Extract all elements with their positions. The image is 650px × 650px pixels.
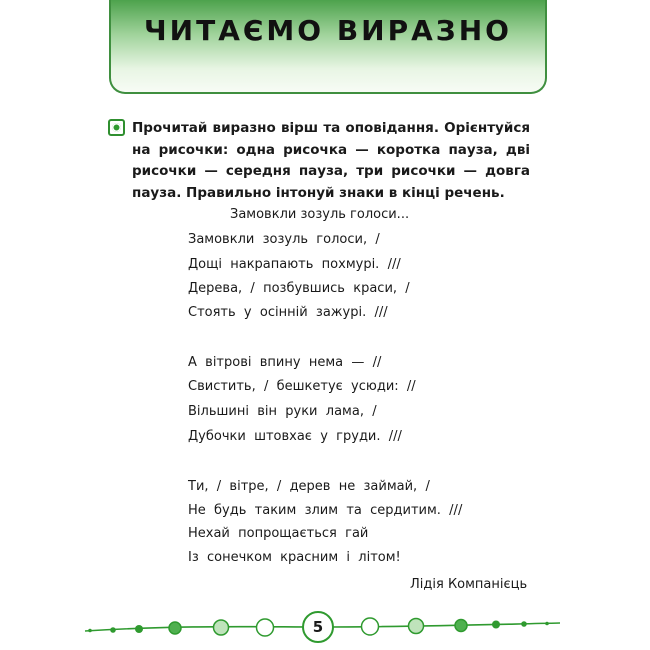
poem-line: Дубочки штовхає у груди. ///	[188, 429, 402, 444]
poem-line: Дерева, / позбувшись краси, /	[188, 281, 410, 296]
page-number: 5	[312, 618, 324, 636]
poem-line: Не будь таким злим та сердитим. ///	[188, 503, 463, 518]
poem-line: Нехай попрощається гай	[188, 526, 369, 541]
poem-line: Із сонечком красним і літом!	[188, 550, 401, 565]
poem-line: Вільшині він руки лама, /	[188, 404, 377, 419]
poem-line: Свистить, / бешкетує усюди: //	[188, 379, 416, 394]
poem-line: Дощі накрапають похмурі. ///	[188, 257, 401, 272]
poem-line: А вітрові впину нема — //	[188, 355, 382, 370]
poem-line: Ти, / вітре, / дерев не займай, /	[188, 479, 430, 494]
poem-title: Замовкли зозуль голоси...	[230, 207, 410, 222]
poem-author: Лідія Компанієць	[410, 577, 528, 592]
poem-line: Стоять у осінній зажурі. ///	[188, 305, 388, 320]
page-title: ЧИТАЄМО ВИРАЗНО	[144, 14, 512, 47]
poem-line: Замовкли зозуль голоси, /	[188, 232, 380, 247]
task-instruction: Прочитай виразно вірш та оповідання. Орієнтуйся на рисочки: одна рисочка — коротка пауза, дві рисочки — середня пауза, три рисочки — довга пауза. Правильно інтонуй знаки в кінці речень.	[132, 120, 530, 201]
